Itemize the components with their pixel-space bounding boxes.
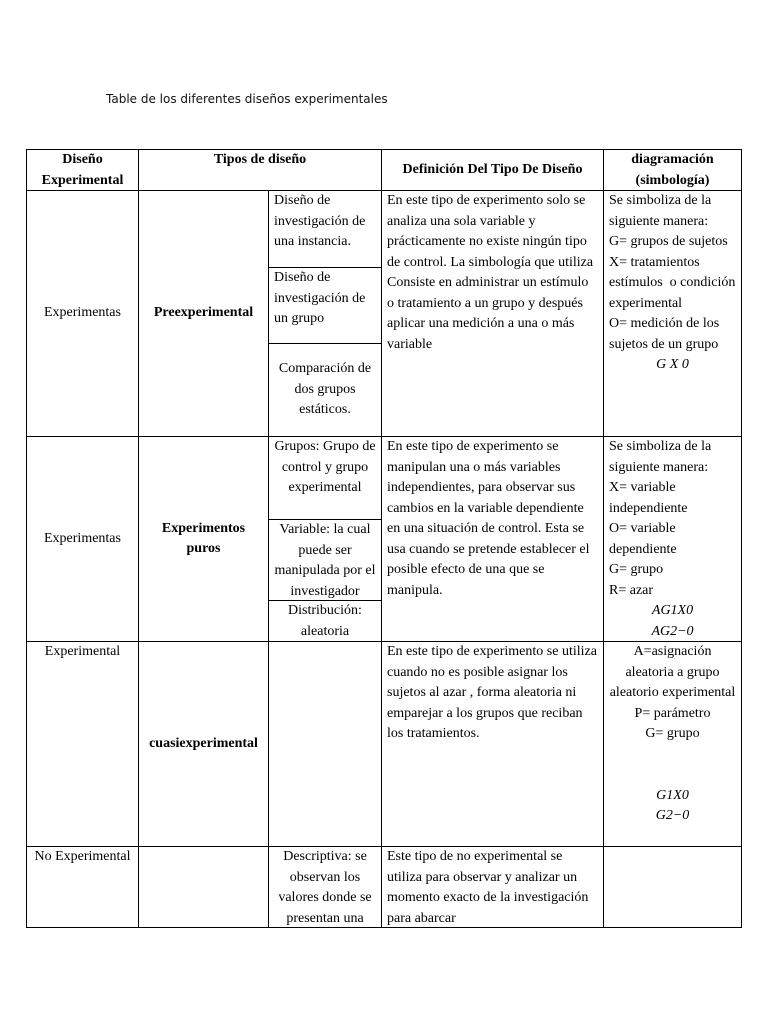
page-title: Table de los diferentes diseños experimentales [106,92,388,106]
row1-tipo: Preexperimental [153,305,254,321]
row1-formula-1: G X 0 [656,357,689,372]
row1-simbologia-text: Se simboliza de la siguiente manera: G= grupos de sujetos X= tratamientos estímulos o condición experimental O= medición de los sujetos de un grupo [609,193,736,352]
experimental-designs-table [26,149,742,928]
row2-simbologia [604,437,741,641]
row3-formula-1: G1X0 [656,787,689,803]
row4-diseno: No Experimental [34,849,131,864]
row1-simbologia [604,191,741,436]
row2-formula-2: AG2−0 [651,623,694,639]
row4-definicion: Este tipo de no experimental se utiliza para observar y analizar un momento exacto de la investigación para abarcar [387,849,589,926]
row2-tipo: Experimentos puros [161,520,246,556]
row3-simbologia-text: A=asignación aleatoria a grupo aleatorio experimental P= parámetro G= grupo [609,644,736,741]
row2-subtipo-1: Grupos: Grupo de control y grupo experimental [274,439,376,495]
header-diagramacion: diagramación (simbología) [631,152,714,188]
row1-subtipo-2: Diseño de investigación de un grupo [274,270,366,326]
header-definicion: Definición Del Tipo De Diseño [402,161,583,177]
row2-formula-1: AG1X0 [651,603,694,618]
row2-subtipo-2: Variable: la cual puede ser manipulada por el investigador [274,522,376,599]
row3-diseno: Experimental [44,644,121,659]
row3-simbologia [604,642,741,846]
row2-subtipo-3: Distribución: aleatoria [288,603,362,639]
row2-definicion: En este tipo de experimento se manipulan una o más variables independientes, para observar sus cambios en la variable dependiente en una situación de control. Esta se usa cuando se pretende establecer el posible efecto de una que se manipula. [387,439,590,598]
row1-subtipo-3: Comparación de dos grupos estáticos. [278,361,372,418]
header-diseno: Diseño Experimental [41,152,124,188]
row2-diseno: Experimentas [44,530,121,546]
row1-definicion: En este tipo de experimento solo se analiza una sola variable y prácticamente no existe ningún tipo de control. La simbología que utiliza Consiste en administrar un estímulo o tratamiento a un grupo y después aplicar una medición a una o más variable [387,193,594,352]
row3-tipo: cuasiexperimental [149,735,258,751]
row3-formula-2: G2−0 [655,808,690,823]
row2-simbologia-text: Se simboliza de la siguiente manera: X= variable independiente O= variable dependiente G= grupo R= azar [609,439,712,598]
row1-subtipo-1: Diseño de investigación de una instancia. [274,193,366,249]
header-tipos: Tipos de diseño [213,152,307,167]
row3-definicion: En este tipo de experimento se utiliza cuando no es posible asignar los sujetos al azar , forma aleatoria ni emparejar a los grupos que reciban los tratamientos. [387,644,597,741]
row1-diseno: Experimentas [44,305,121,321]
row4-subtipo-1: Descriptiva: se observan los valores donde se presentan una [278,849,372,926]
